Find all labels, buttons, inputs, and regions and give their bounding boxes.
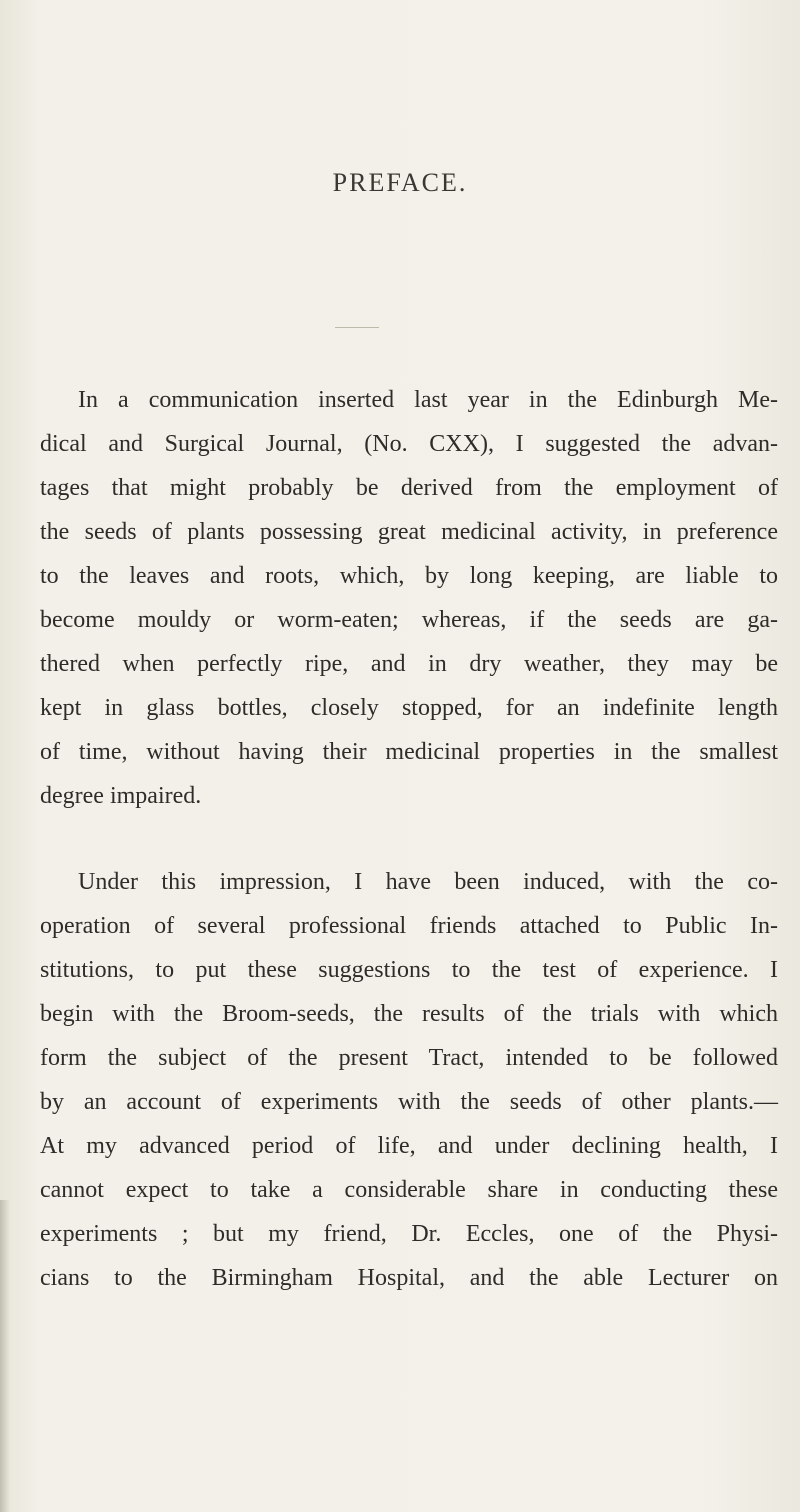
text-line: tages that might probably be derived from the employment of [40, 475, 778, 501]
text-line: become mouldy or worm-eaten; whereas, if the seeds are ga- [40, 607, 778, 633]
text-line: At my advanced period of life, and under declining health, I [40, 1133, 778, 1159]
paragraph-1 [40, 378, 778, 818]
text-line: kept in glass bottles, closely stopped, for an indefinite length [40, 695, 778, 721]
text-line: cians to the Birmingham Hospital, and the able Lecturer on [40, 1265, 778, 1291]
text-line: of time, without having their medicinal properties in the smallest [40, 739, 778, 765]
text-line: form the subject of the present Tract, intended to be followed [40, 1045, 778, 1071]
text-line: stitutions, to put these suggestions to the test of experience. I [40, 957, 778, 983]
page-heading: PREFACE. [332, 168, 468, 197]
text-line: the seeds of plants possessing great medicinal activity, in preference [40, 519, 778, 545]
text-line: begin with the Broom-seeds, the results of the trials with which [40, 1001, 778, 1027]
text-line: Under this impression, I have been induced, with the co- [78, 869, 778, 895]
text-line: degree impaired. [40, 783, 202, 809]
text-line: to the leaves and roots, which, by long keeping, are liable to [40, 563, 778, 589]
text-line: dical and Surgical Journal, (No. CXX), I suggested the advan- [40, 431, 778, 457]
text-line: by an account of experiments with the seeds of other plants.— [40, 1089, 778, 1115]
text-line: operation of several professional friends attached to Public In- [40, 913, 778, 939]
text-line: In a communication inserted last year in the Edinburgh Me- [78, 387, 778, 413]
faint-mark [335, 327, 379, 328]
page-gutter-shadow [0, 1200, 10, 1512]
text-line: cannot expect to take a considerable share in conducting these [40, 1177, 778, 1203]
text-line: thered when perfectly ripe, and in dry weather, they may be [40, 651, 778, 677]
text-line: experiments ; but my friend, Dr. Eccles, one of the Physi- [40, 1221, 778, 1247]
paragraph-2 [40, 860, 778, 1300]
